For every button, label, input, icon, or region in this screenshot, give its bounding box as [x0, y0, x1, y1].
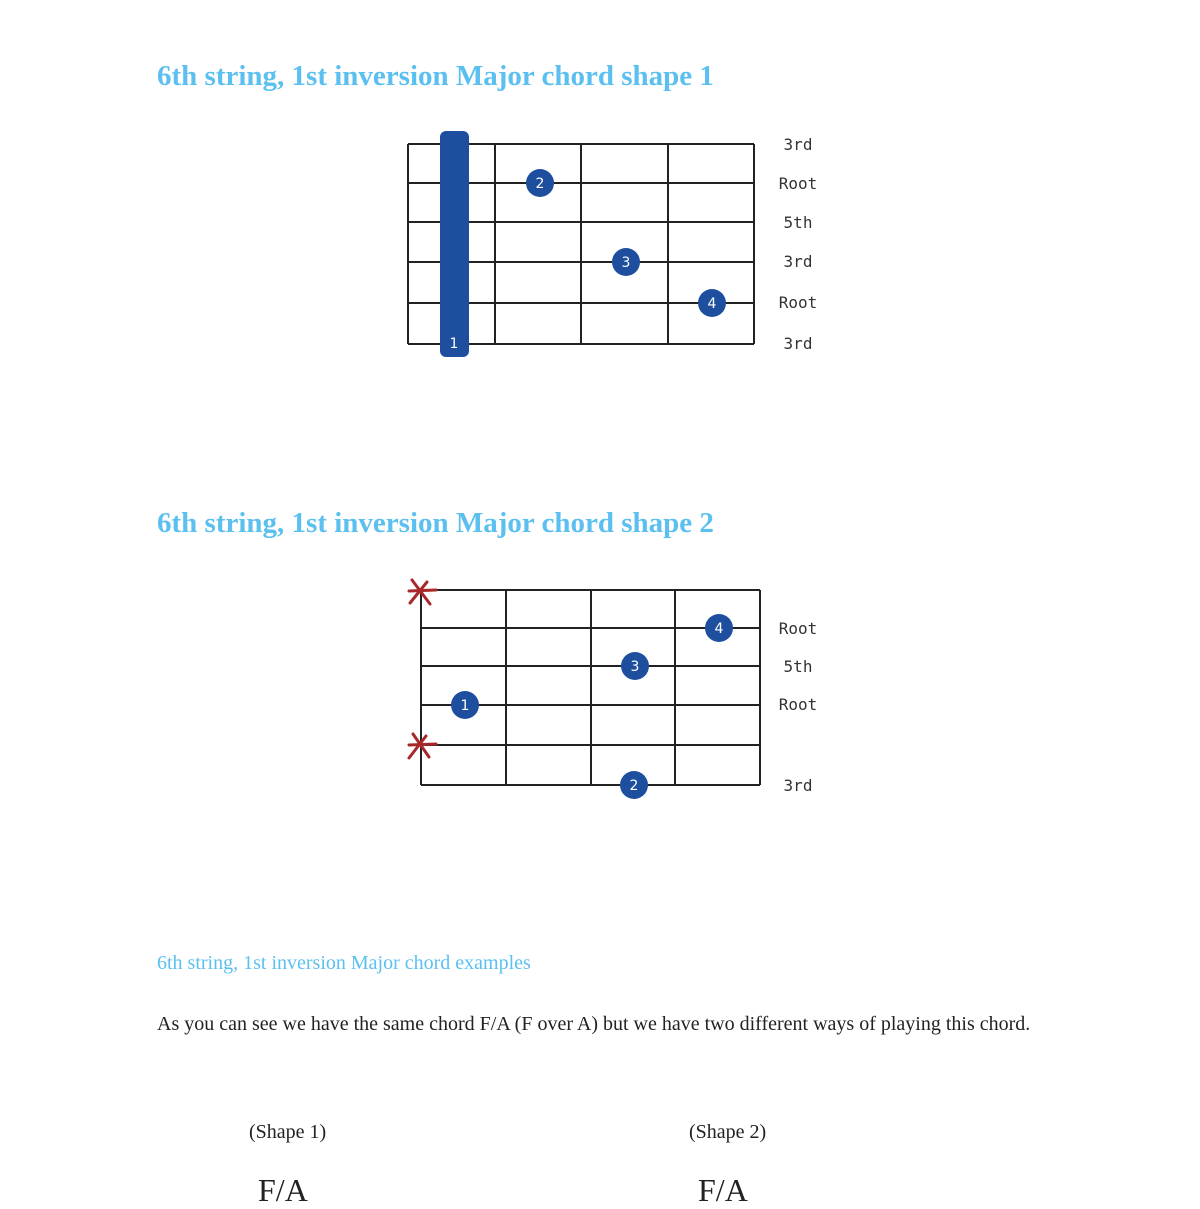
- finger-number: 2: [535, 176, 545, 192]
- x-mark-icon: [409, 580, 436, 604]
- section-title-shape-2: 6th string, 1st inversion Major chord shape 2: [157, 507, 714, 539]
- string-note-label: 5th: [783, 213, 813, 232]
- string-note-label: Root: [778, 619, 818, 638]
- finger-number: 3: [621, 255, 631, 271]
- finger-number-barre: 1: [449, 336, 459, 352]
- chord-name-shape-1: F/A: [258, 1172, 308, 1208]
- shape-2-caption: (Shape 2): [689, 1121, 767, 1143]
- finger-number: 2: [629, 778, 639, 794]
- string-note-label: 3rd: [783, 776, 813, 795]
- examples-heading: 6th string, 1st inversion Major chord examples: [157, 952, 531, 974]
- finger-number: 4: [714, 621, 724, 637]
- section-title-shape-1: 6th string, 1st inversion Major chord shape 1: [157, 60, 714, 92]
- shape-1-caption: (Shape 1): [249, 1121, 327, 1143]
- finger-number: 3: [630, 659, 640, 675]
- string-note-label: 3rd: [783, 135, 813, 154]
- examples-description: As you can see we have the same chord F/A (F over A) but we have two different ways of playing this chord.: [157, 1013, 1031, 1035]
- string-note-label: Root: [778, 174, 818, 193]
- string-note-label: Root: [778, 293, 818, 312]
- chord-name-shape-2: F/A: [698, 1172, 748, 1208]
- string-note-label: 5th: [783, 657, 813, 676]
- string-note-label: 3rd: [783, 252, 813, 271]
- string-note-label: 3rd: [783, 334, 813, 353]
- finger-number: 1: [460, 698, 470, 714]
- finger-number: 4: [707, 296, 717, 312]
- string-note-label: Root: [778, 695, 818, 714]
